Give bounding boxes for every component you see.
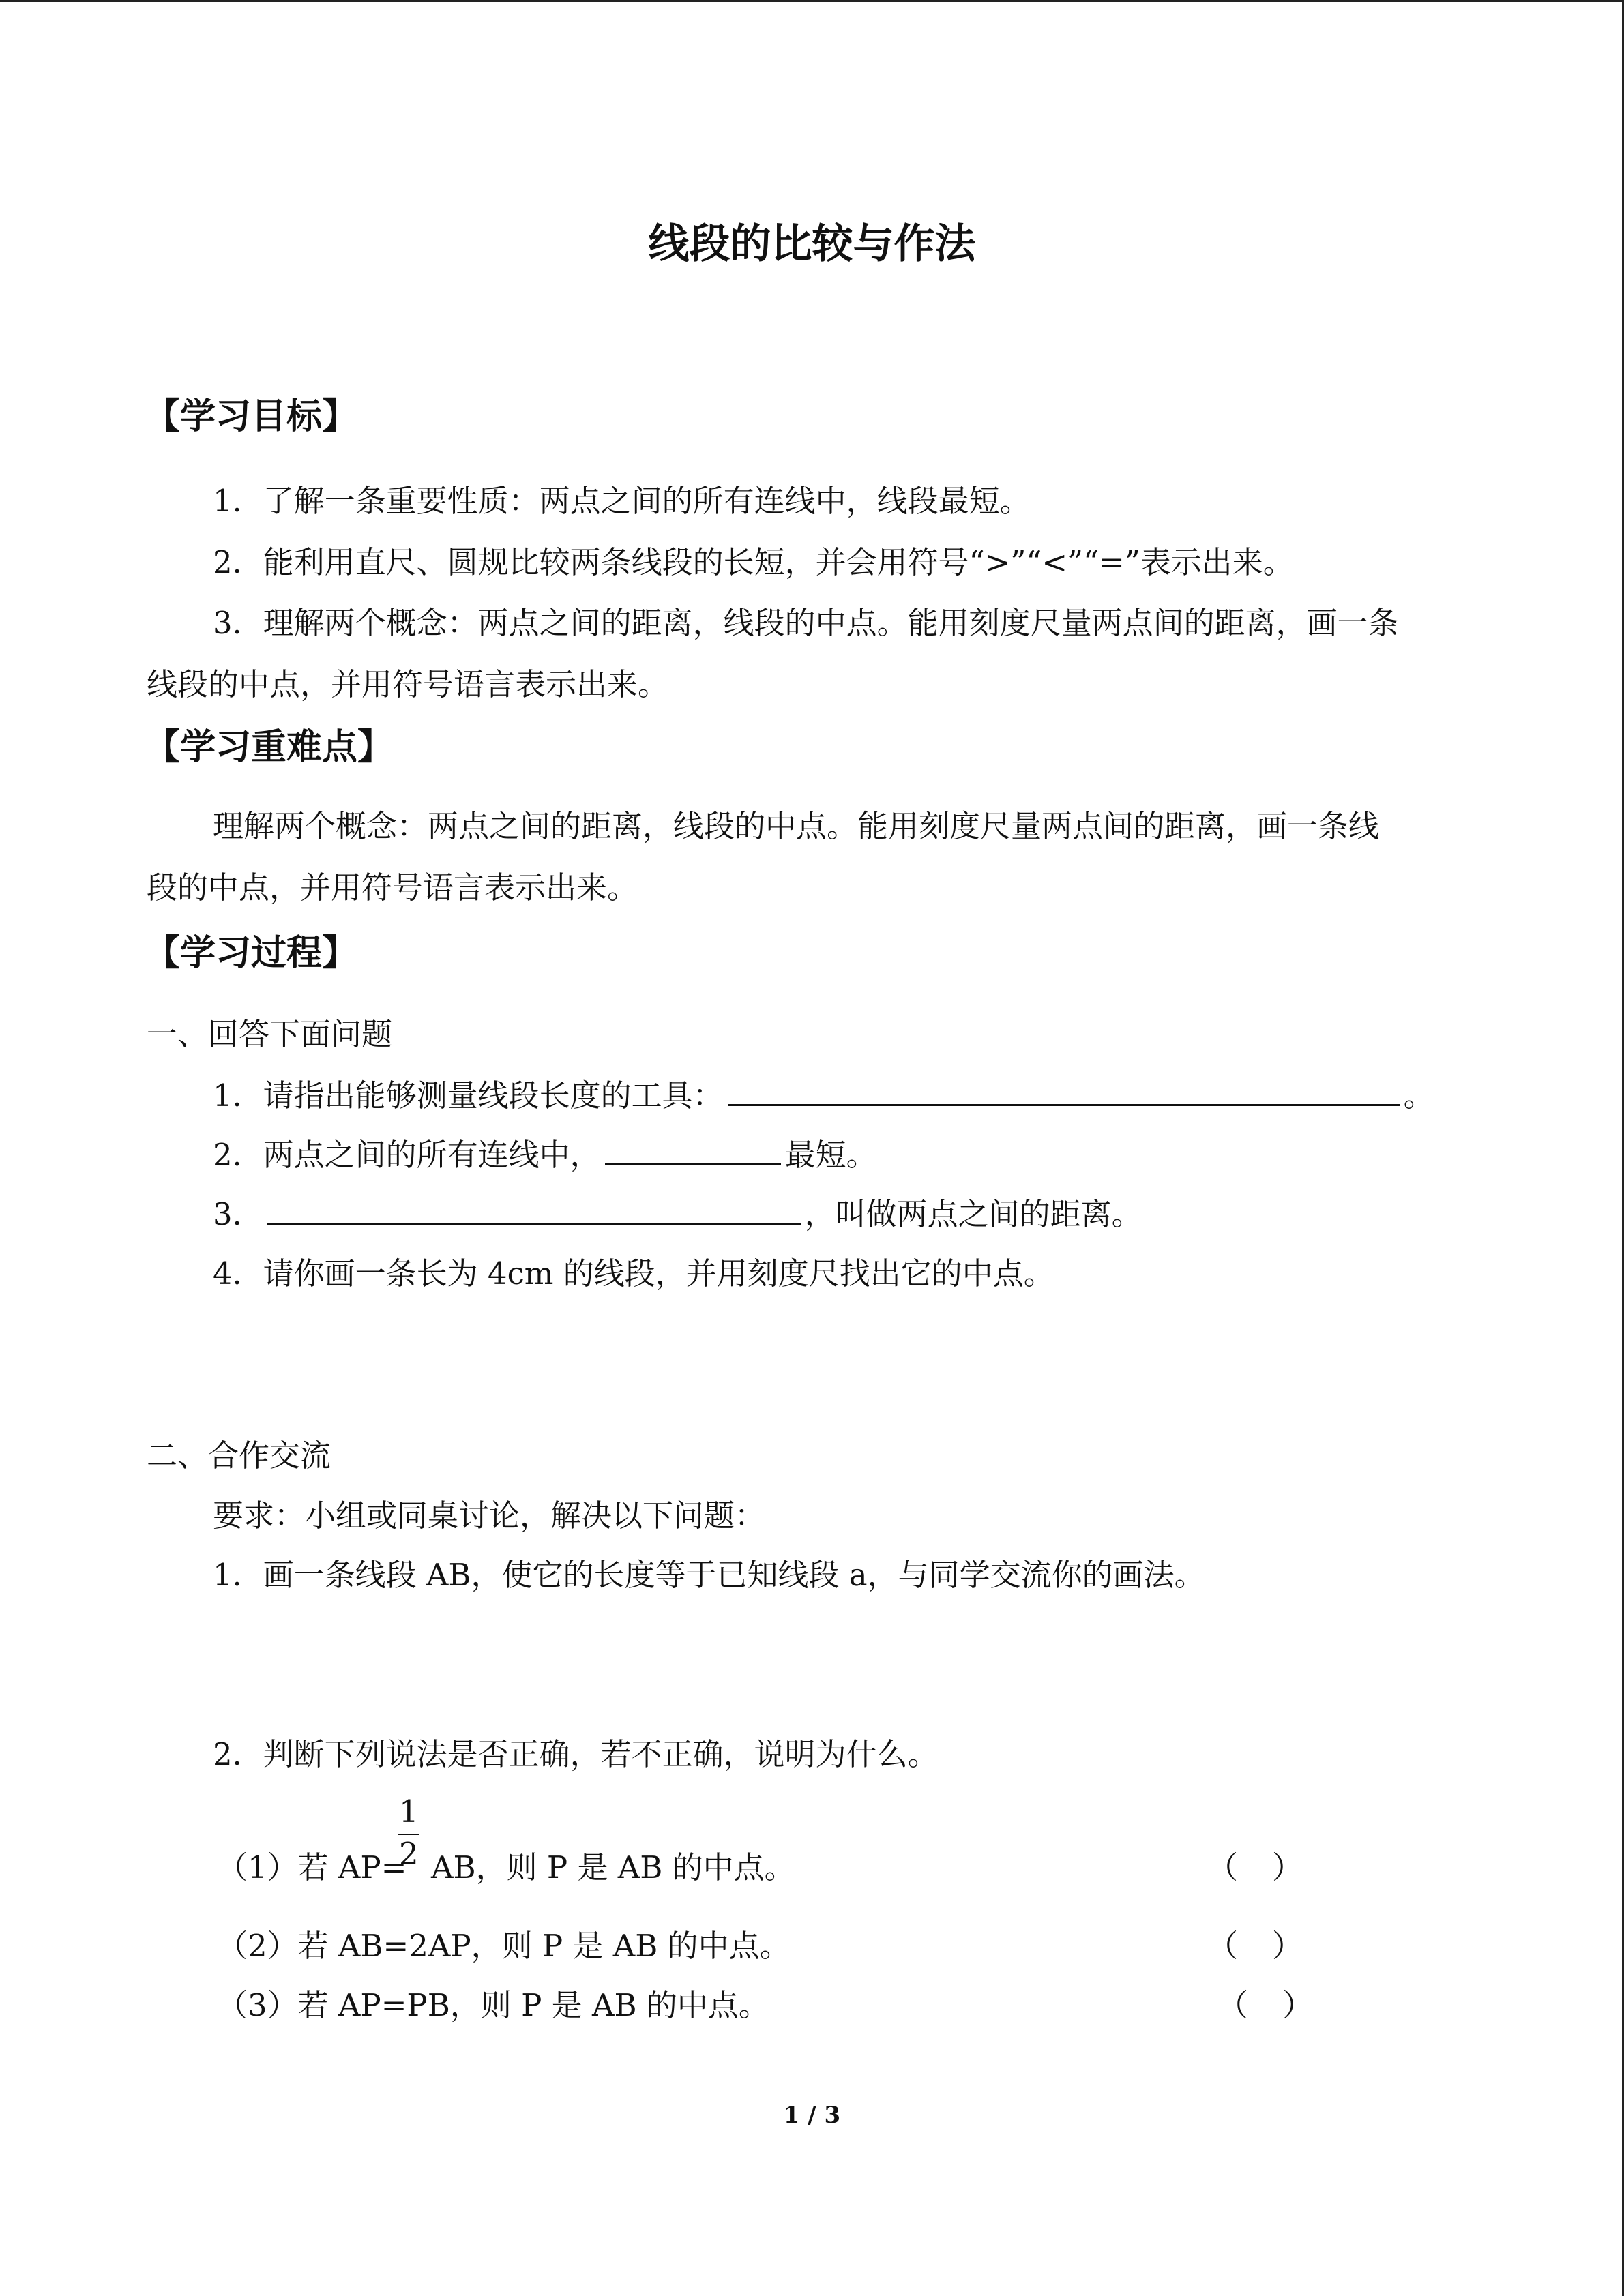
part2-requirement: 要求：小组或同桌讨论，解决以下问题：	[213, 1497, 766, 1534]
part2-q2: 2．判断下列说法是否正确，若不正确，说明为什么。	[213, 1736, 939, 1772]
fraction-numerator: 1	[399, 1793, 419, 1830]
statement-1-prefix: （1）若 AP=	[217, 1849, 407, 1885]
key-text-2: 段的中点，并用符号语言表示出来。	[147, 869, 638, 906]
part1-q2	[213, 1130, 877, 1174]
q3-suffix: ，叫做两点之间的距离。	[804, 1196, 1142, 1232]
q1-answer-blank[interactable]	[728, 1103, 1400, 1106]
goal-item-1: 1．了解一条重要性质：两点之间的所有连线中，线段最短。	[213, 483, 1031, 519]
q1-suffix: 。	[1403, 1077, 1434, 1114]
paren-close: ）	[1272, 1849, 1303, 1885]
paren-open: （	[1207, 1928, 1239, 1964]
page-number: 1 / 3	[783, 2102, 841, 2129]
goal-item-2: 2．能利用直尺、圆规比较两条线段的长短，并会用符号“>”“<”“=”表示出来。	[213, 544, 1294, 580]
paren-open: （	[1217, 1987, 1249, 2023]
part1-q1	[213, 1071, 1434, 1115]
paren-close: ）	[1272, 1928, 1303, 1964]
part1-q3	[213, 1189, 1142, 1234]
fraction-denominator: 2	[399, 1836, 419, 1872]
q2-text: 2．两点之间的所有连线中，	[213, 1137, 601, 1173]
q2-suffix: 最短。	[784, 1137, 877, 1173]
q1-text: 1．请指出能够测量线段长度的工具：	[213, 1077, 724, 1114]
goal-item-3: 3．理解两个概念：两点之间的距离，线段的中点。能用刻度尺量两点间的距离，画一条	[213, 605, 1399, 641]
part1-q4: 4．请你画一条长为 4cm 的线段，并用刻度尺找出它的中点。	[213, 1255, 1054, 1292]
statement-3: （3）若 AP=PB，则 P 是 AB 的中点。	[217, 1987, 769, 2023]
fraction-bar	[398, 1834, 419, 1835]
q2-answer-blank[interactable]	[605, 1163, 781, 1165]
key-text-1: 理解两个概念：两点之间的距离，线段的中点。能用刻度尺量两点间的距离，画一条线	[213, 808, 1380, 844]
key-heading: 【学习重难点】	[145, 727, 394, 768]
answer-paren-2[interactable]	[1207, 1921, 1303, 1965]
paren-open: （	[1207, 1849, 1239, 1885]
part2-heading: 二、合作交流	[147, 1437, 331, 1474]
answer-paren-1[interactable]	[1207, 1843, 1303, 1887]
answer-paren-3[interactable]	[1217, 1980, 1313, 2025]
q3-answer-blank[interactable]	[267, 1222, 801, 1225]
goal-item-3-cont: 线段的中点，并用符号语言表示出来。	[147, 666, 669, 702]
paren-close: ）	[1282, 1987, 1314, 2023]
statement-2: （2）若 AB=2AP，则 P 是 AB 的中点。	[217, 1928, 791, 1964]
part2-q1: 1．画一条线段 AB，使它的长度等于已知线段 a，与同学交流你的画法。	[213, 1557, 1205, 1593]
process-heading: 【学习过程】	[145, 933, 358, 974]
q3-number: 3．	[213, 1196, 263, 1232]
statement-1-suffix: AB，则 P 是 AB 的中点。	[431, 1849, 795, 1885]
part1-heading: 一、回答下面问题	[147, 1016, 393, 1052]
page-title: 线段的比较与作法	[648, 220, 976, 268]
page-border-top	[0, 0, 1624, 2]
goals-heading: 【学习目标】	[145, 396, 358, 437]
